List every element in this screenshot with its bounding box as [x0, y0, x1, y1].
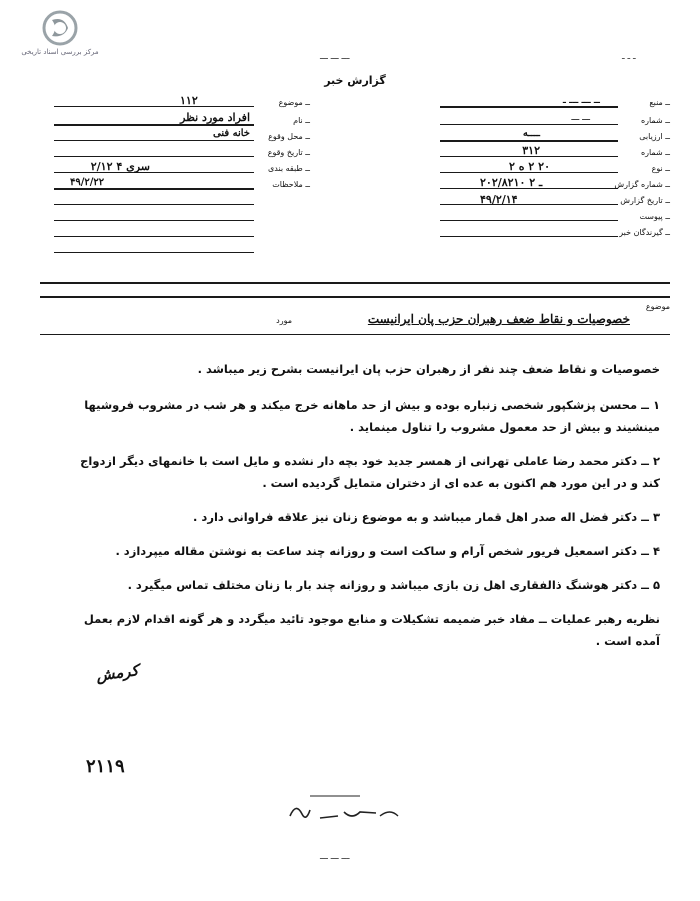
separator-line: [40, 296, 670, 298]
subject-line: [40, 334, 670, 335]
field-label: ــ گیرندگان خبر: [619, 228, 670, 237]
handwritten-number: ۲۱۱۹: [86, 756, 125, 777]
field-label: ــ محل وقوع: [268, 132, 310, 141]
body-item: نظریه رهبر عملیات ــ مفاد خبر ضمیمه تشکیلات و منابع موجود تائید میگردد و هر گونه اقدام لازم بعمل آمده است .: [83, 612, 660, 648]
field-label: ــ نوع: [651, 164, 670, 173]
left-fields: [40, 96, 310, 266]
body-item: ۱ ــ محسن پزشکپور شخصی زنباره بوده و بیش از حد ماهانه خرج میکند و هر شب در مشروب فروشیها مینشیند و بیش از حد معمول مشروب را تناول مینماید .: [84, 398, 660, 434]
subject-text: خصوصیات و نقاط ضعف رهبران حزب پان ایرانیست: [367, 312, 630, 326]
subject-label: موضوع: [645, 302, 670, 311]
field-label: ــ شماره: [640, 116, 670, 125]
margin-initials: کرمش: [94, 661, 140, 685]
field-value: ۲۰۲/۸۲۱۰ ـ ۲: [480, 176, 543, 189]
field-label: ــ نام: [293, 116, 310, 125]
field-value: ۱۱۲: [180, 94, 198, 107]
field-value: افراد مورد نظر: [180, 111, 250, 124]
field-label: ــ شماره: [640, 148, 670, 157]
field-label: ــ طبقه بندی: [268, 164, 310, 173]
body-item: ۳ ــ دکتر فضل اله صدر اهل قمار میباشد و به موضوع زنان نیز علاقه فراوانی دارد .: [193, 510, 660, 524]
field-value: ۴۹/۲/۲۲: [70, 177, 105, 188]
field-value: خانه فنی: [213, 128, 250, 139]
top-right-mark: ـ ـ ـ: [622, 52, 636, 62]
body-item: ۴ ــ دکتر اسمعیل فریور شخص آرام و ساکت است و روزانه چند ساعت به نوشتن مقاله میپردازد .: [115, 544, 660, 558]
field-label: ــ منبع: [649, 98, 670, 107]
field-label: ــ ملاحظات: [272, 180, 310, 189]
field-label: ــ شماره گزارش: [614, 180, 670, 189]
right-fields: [440, 96, 670, 256]
field-label: ــ ارزیابی: [639, 132, 670, 141]
field-label: ــ موضوع: [278, 98, 310, 107]
subject-side-note: مورد: [276, 316, 292, 325]
signature-mark: [280, 786, 410, 834]
body-intro: خصوصیات و نقاط ضعف چند نفر از رهبران حزب پان ایرانیست بشرح زیر میباشد .: [197, 362, 660, 376]
field-value: ــ ـــ ـــ ـ: [562, 96, 600, 106]
archive-logo: [14, 6, 106, 64]
field-label: ــ پیوست: [639, 212, 670, 221]
field-value: ــــه: [522, 128, 540, 139]
top-center-label: ـــ ـــ ـــ: [320, 52, 350, 62]
field-label: ــ تاریخ وقوع: [267, 148, 310, 157]
field-value: ـــ ـــ: [571, 113, 590, 123]
field-value: ۲۰ ۲ ه ۲: [509, 160, 550, 173]
signature-label: ـــ ـــ ـــ: [320, 852, 350, 862]
field-value: ۴۹/۲/۱۴: [480, 193, 518, 206]
body-item: ۵ ــ دکتر هوشنگ ذالفقاری اهل زن بازی میباشد و روزانه چند بار با زنان مختلف تماس میگیرد .: [127, 578, 660, 592]
signature-icon: [280, 786, 410, 834]
field-value: سری ۴ ۲/۱۲: [90, 160, 150, 173]
report-body: [60, 358, 660, 652]
field-value: ۳۱۲: [522, 144, 540, 157]
separator-line: [40, 282, 670, 284]
body-item: ۲ ــ دکتر محمد رضا عاملی تهرانی از همسر جدید خود بچه دار نشده و مایل است با خانمهای دیگر ازدواج کند و در این مورد هم اکنون به عده ای از دختران متمایل گردیده است .: [80, 454, 660, 490]
form-title: گزارش خبر: [324, 74, 386, 87]
archive-label: مرکز بررسی اسناد تاریخی: [21, 48, 99, 56]
field-label: ــ تاریخ گزارش: [620, 196, 670, 205]
